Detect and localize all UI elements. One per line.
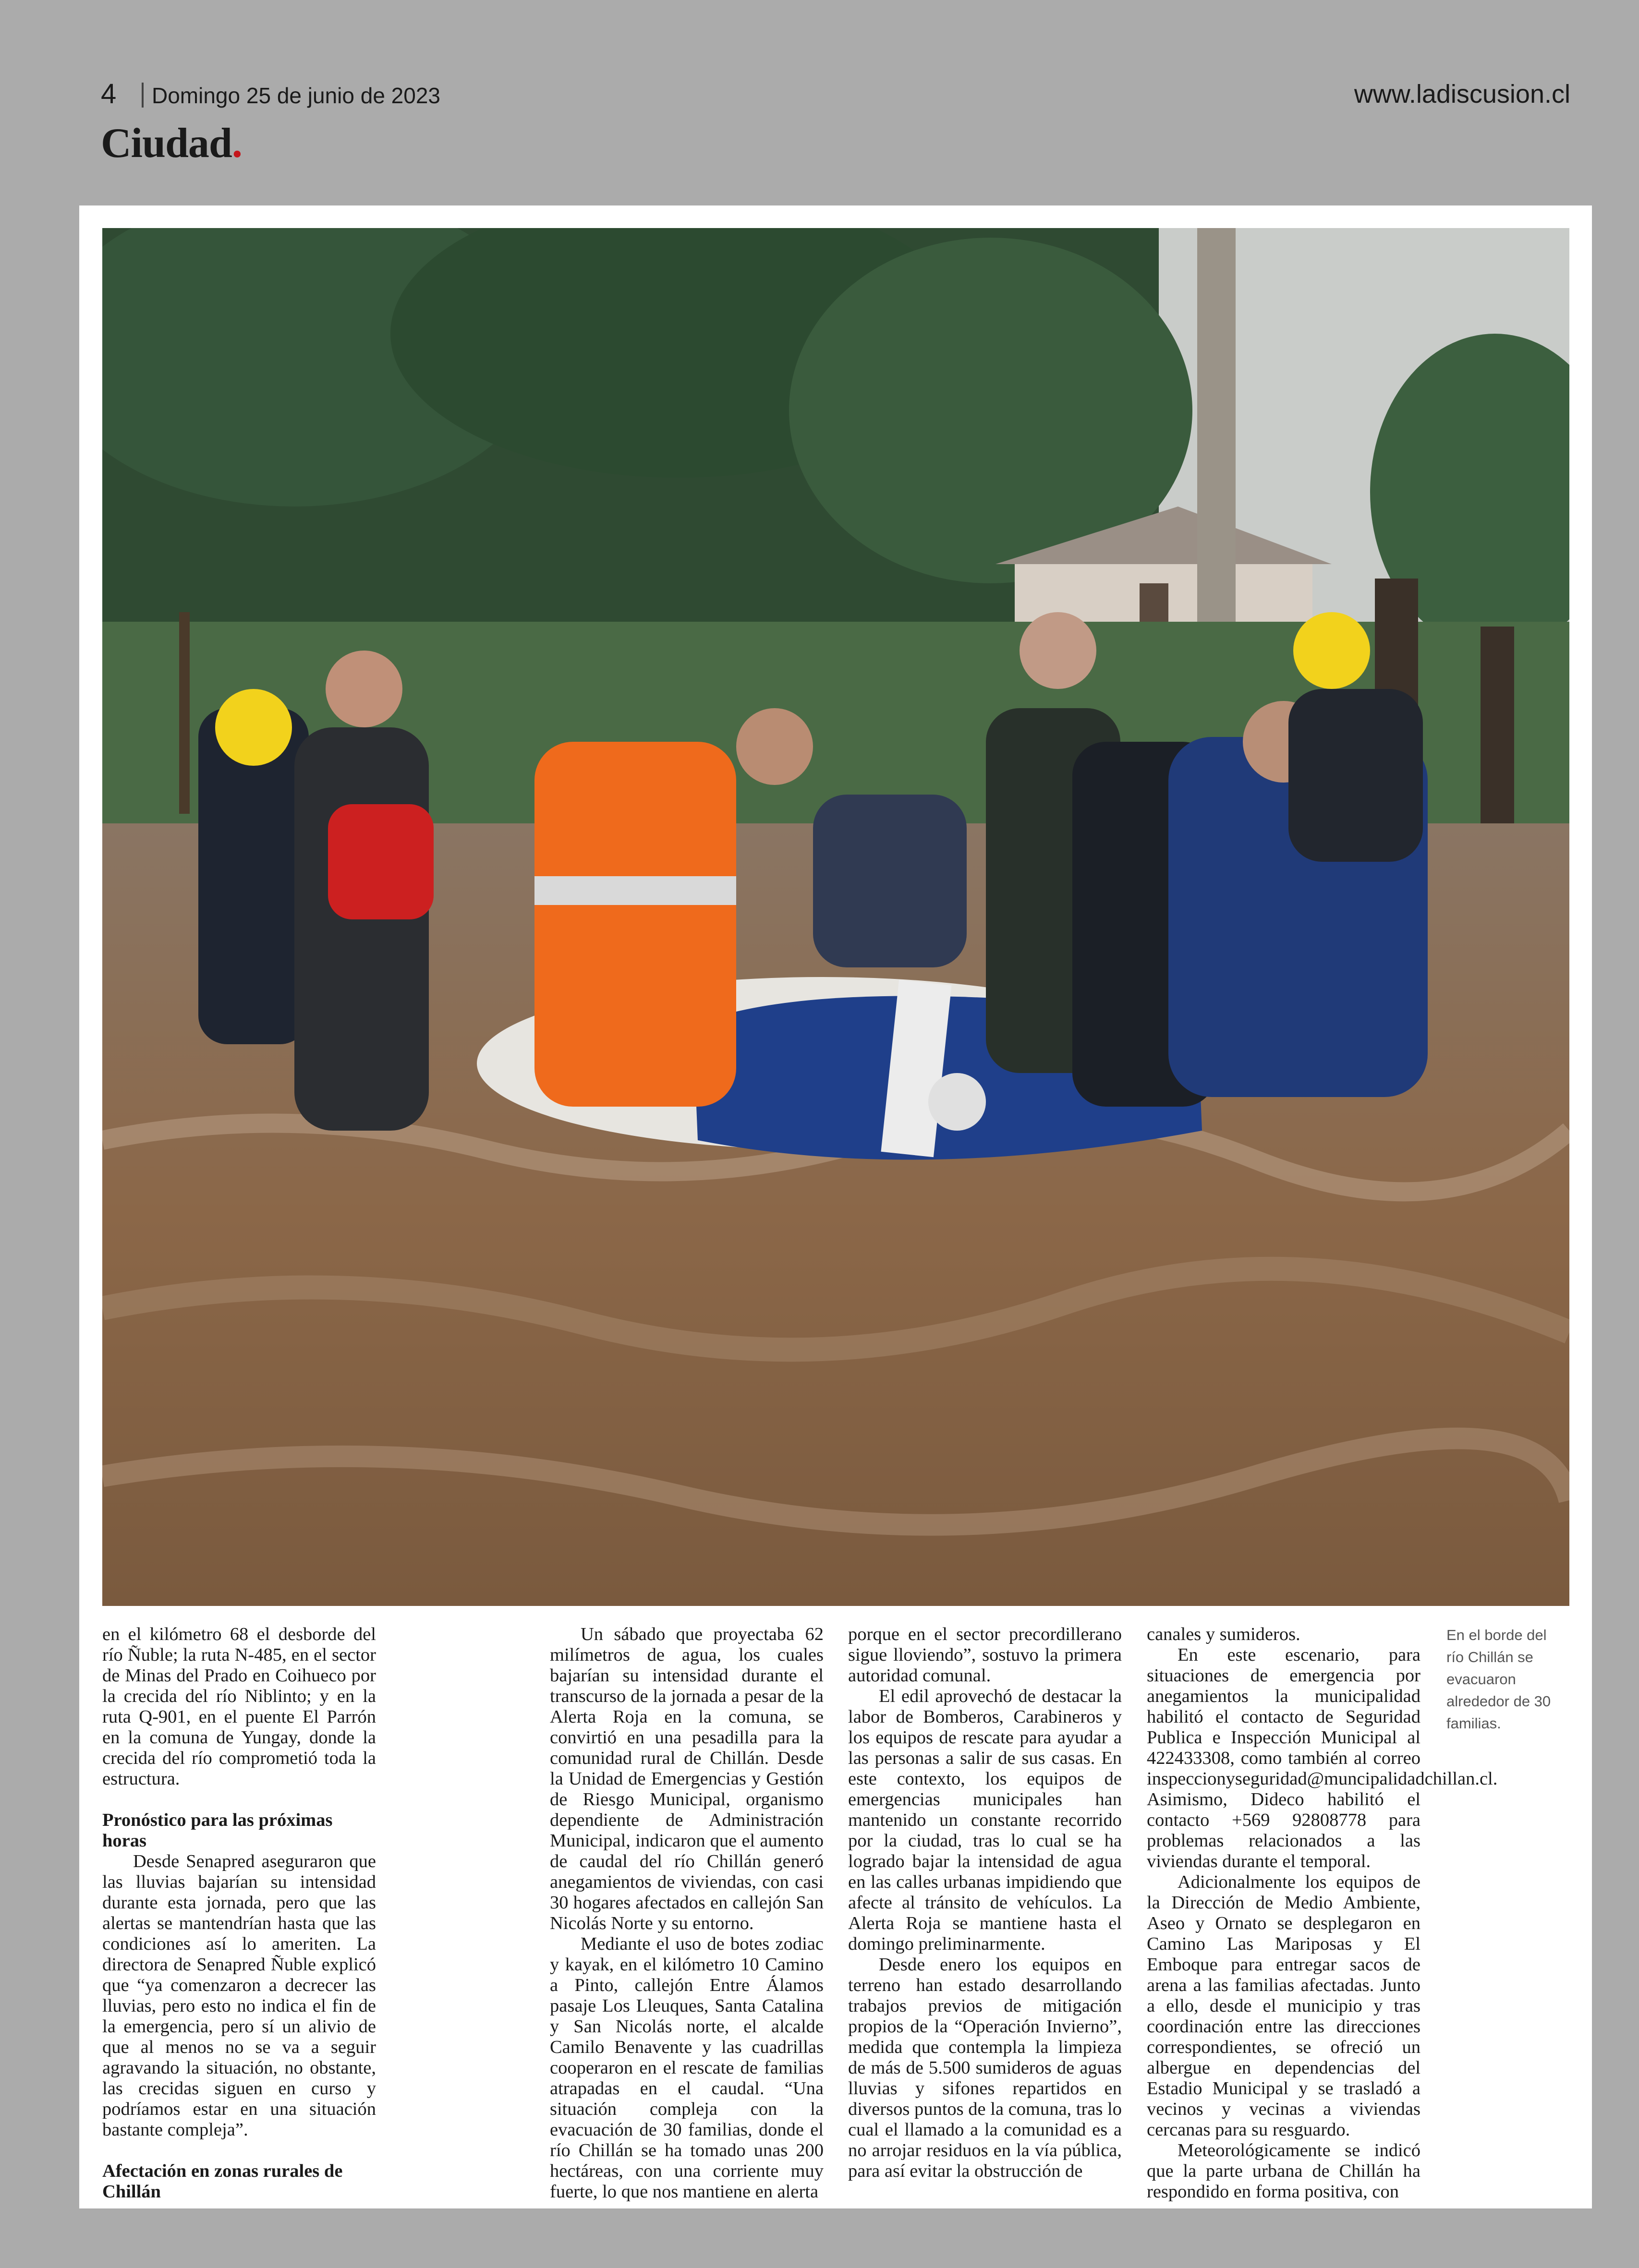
section-title [101, 119, 242, 168]
paragraph: porque en el sector precordillerano sigue lloviendo”, sostuvo la primera autoridad comunal. [848, 1624, 1122, 1686]
website-link[interactable]: www.ladiscusion.cl [1354, 80, 1570, 109]
paragraph: en el kilómetro 68 el desborde del río Ñuble; la ruta N-485, en el sector de Minas del Prado en Coihueco por la crecida del río Niblinto; y en la ruta Q-901, en el puente El Parrón en la comuna de Yungay, donde la crecida del río comprometió toda la estructura. [102, 1624, 376, 1789]
subheading: Afectación en zonas rurales de Chillán [102, 2161, 343, 2202]
article-column-3 [848, 1624, 1122, 2182]
subheading: Pronóstico para las próximas horas [102, 1810, 333, 1851]
page-sheet [79, 205, 1592, 2208]
paragraph: canales y sumideros. [1147, 1624, 1300, 1644]
paragraph: El edil aprovechó de destacar la labor de Bomberos, Carabineros y los equipos de rescate para ayudar a las personas a salir de sus casas. En este contexto, los equipos de emergencias municipales han mantenido un constante recorrido por la ciudad, tras lo cual se ha logrado bajar la intensidad de agua en las calles urbanas impidiendo que afecte al tránsito de vehículos. La Alerta Roja se mantiene hasta el domingo preliminarmente. [848, 1686, 1122, 1954]
paragraph: Mediante el uso de botes zodiac y kayak, en el kilómetro 10 Camino a Pinto, callejón Entre Álamos pasaje Los Lleuques, Santa Catalina y San Nicolás norte, el alcalde Camilo Benavente y las cuadrillas cooperaron en el rescate de familias atrapadas en el caudal. “Una situación compleja con la evacuación de 30 familias, donde el río Chillán se ha tomado unas 200 hectáreas, con una corriente muy fuerte, lo que nos mantiene en alerta [550, 1934, 824, 2202]
paragraph: Desde enero los equipos en terreno han estado desarrollando trabajos previos de mitigación propios de la “Operación Invierno”, medida que contempla la limpieza de más de 5.500 sumideros de aguas lluvias y sifones repartidos en diversos puntos de la comuna, tras lo cual el llamado a la comunidad es a no arrojar residuos en la vía pública, para así evitar la obstrucción de [848, 1954, 1122, 2181]
section-name: Ciudad [101, 120, 232, 167]
issue-date: Domingo 25 de junio de 2023 [152, 83, 441, 108]
flood-rescue-photo [102, 228, 1569, 1606]
photo-caption: En el borde del río Chillán se evacuaron alrededor de 30 familias. [1446, 1627, 1551, 1732]
paragraph: Un sábado que proyectaba 62 milímetros de agua, los cuales bajarían su intensidad durante el transcurso de la jornada a pesar de la Alerta Roja en la comuna, se convirtió en una pesadilla para la comunidad rural de Chillán. Desde la Unidad de Emergencias y Gestión de Riesgo Municipal, organismo dependiente de Administración Municipal, indicaron que el aumento de caudal del río Chillán generó anegamientos de viviendas, con casi 30 hogares afectados en callejón San Nicolás Norte y su entorno. [550, 1624, 824, 1933]
paragraph: En este escenario, para situaciones de emergencia por anegamientos la municipalidad habilitó el contacto de Seguridad Publica e Inspección Municipal al 422433308, como también al correo inspeccionyseguridad@muncipalidadchillan.cl. Asimismo, Dideco habilitó el contacto +569 92808778 para problemas relacionados a las viviendas durante el temporal. [1147, 1645, 1498, 1871]
article-column-1 [102, 1624, 376, 2202]
photo-illustration [102, 228, 1569, 1606]
page-number: 4 [101, 78, 117, 109]
section-dot: . [231, 120, 242, 167]
header-divider [142, 83, 144, 108]
paragraph: Meteorológicamente se indicó que la parte urbana de Chillán ha respondido en forma positiva, con [1147, 2140, 1420, 2202]
paragraph: Adicionalmente los equipos de la Dirección de Medio Ambiente, Aseo y Ornato se desplegaron en Camino Las Mariposas y El Emboque para entregar sacos de arena a las familias afectadas. Junto a ello, desde el municipio y tras coordinación entre las direcciones correspondientes, se ofreció un albergue en dependencias del Estadio Municipal y se trasladó a vecinos y vecinas a viviendas cercanas para su resguardo. [1147, 1872, 1420, 2140]
paragraph: Desde Senapred aseguraron que las lluvias bajarían su intensidad durante esta jornada, pero que las alertas se mantendrían hasta que las condiciones así lo ameriten. La directora de Senapred Ñuble explicó que “ya comenzaron a decrecer las lluvias, pero esto no indica el fin de la emergencia, pero sí un alivio de que al menos no se va a seguir agravando la situación, no obstante, las crecidas siguen en curso y podríamos estar en una situación bastante compleja”. [102, 1851, 376, 2140]
article-column-4 [1147, 1624, 1498, 2202]
article-column-2 [550, 1624, 824, 2202]
